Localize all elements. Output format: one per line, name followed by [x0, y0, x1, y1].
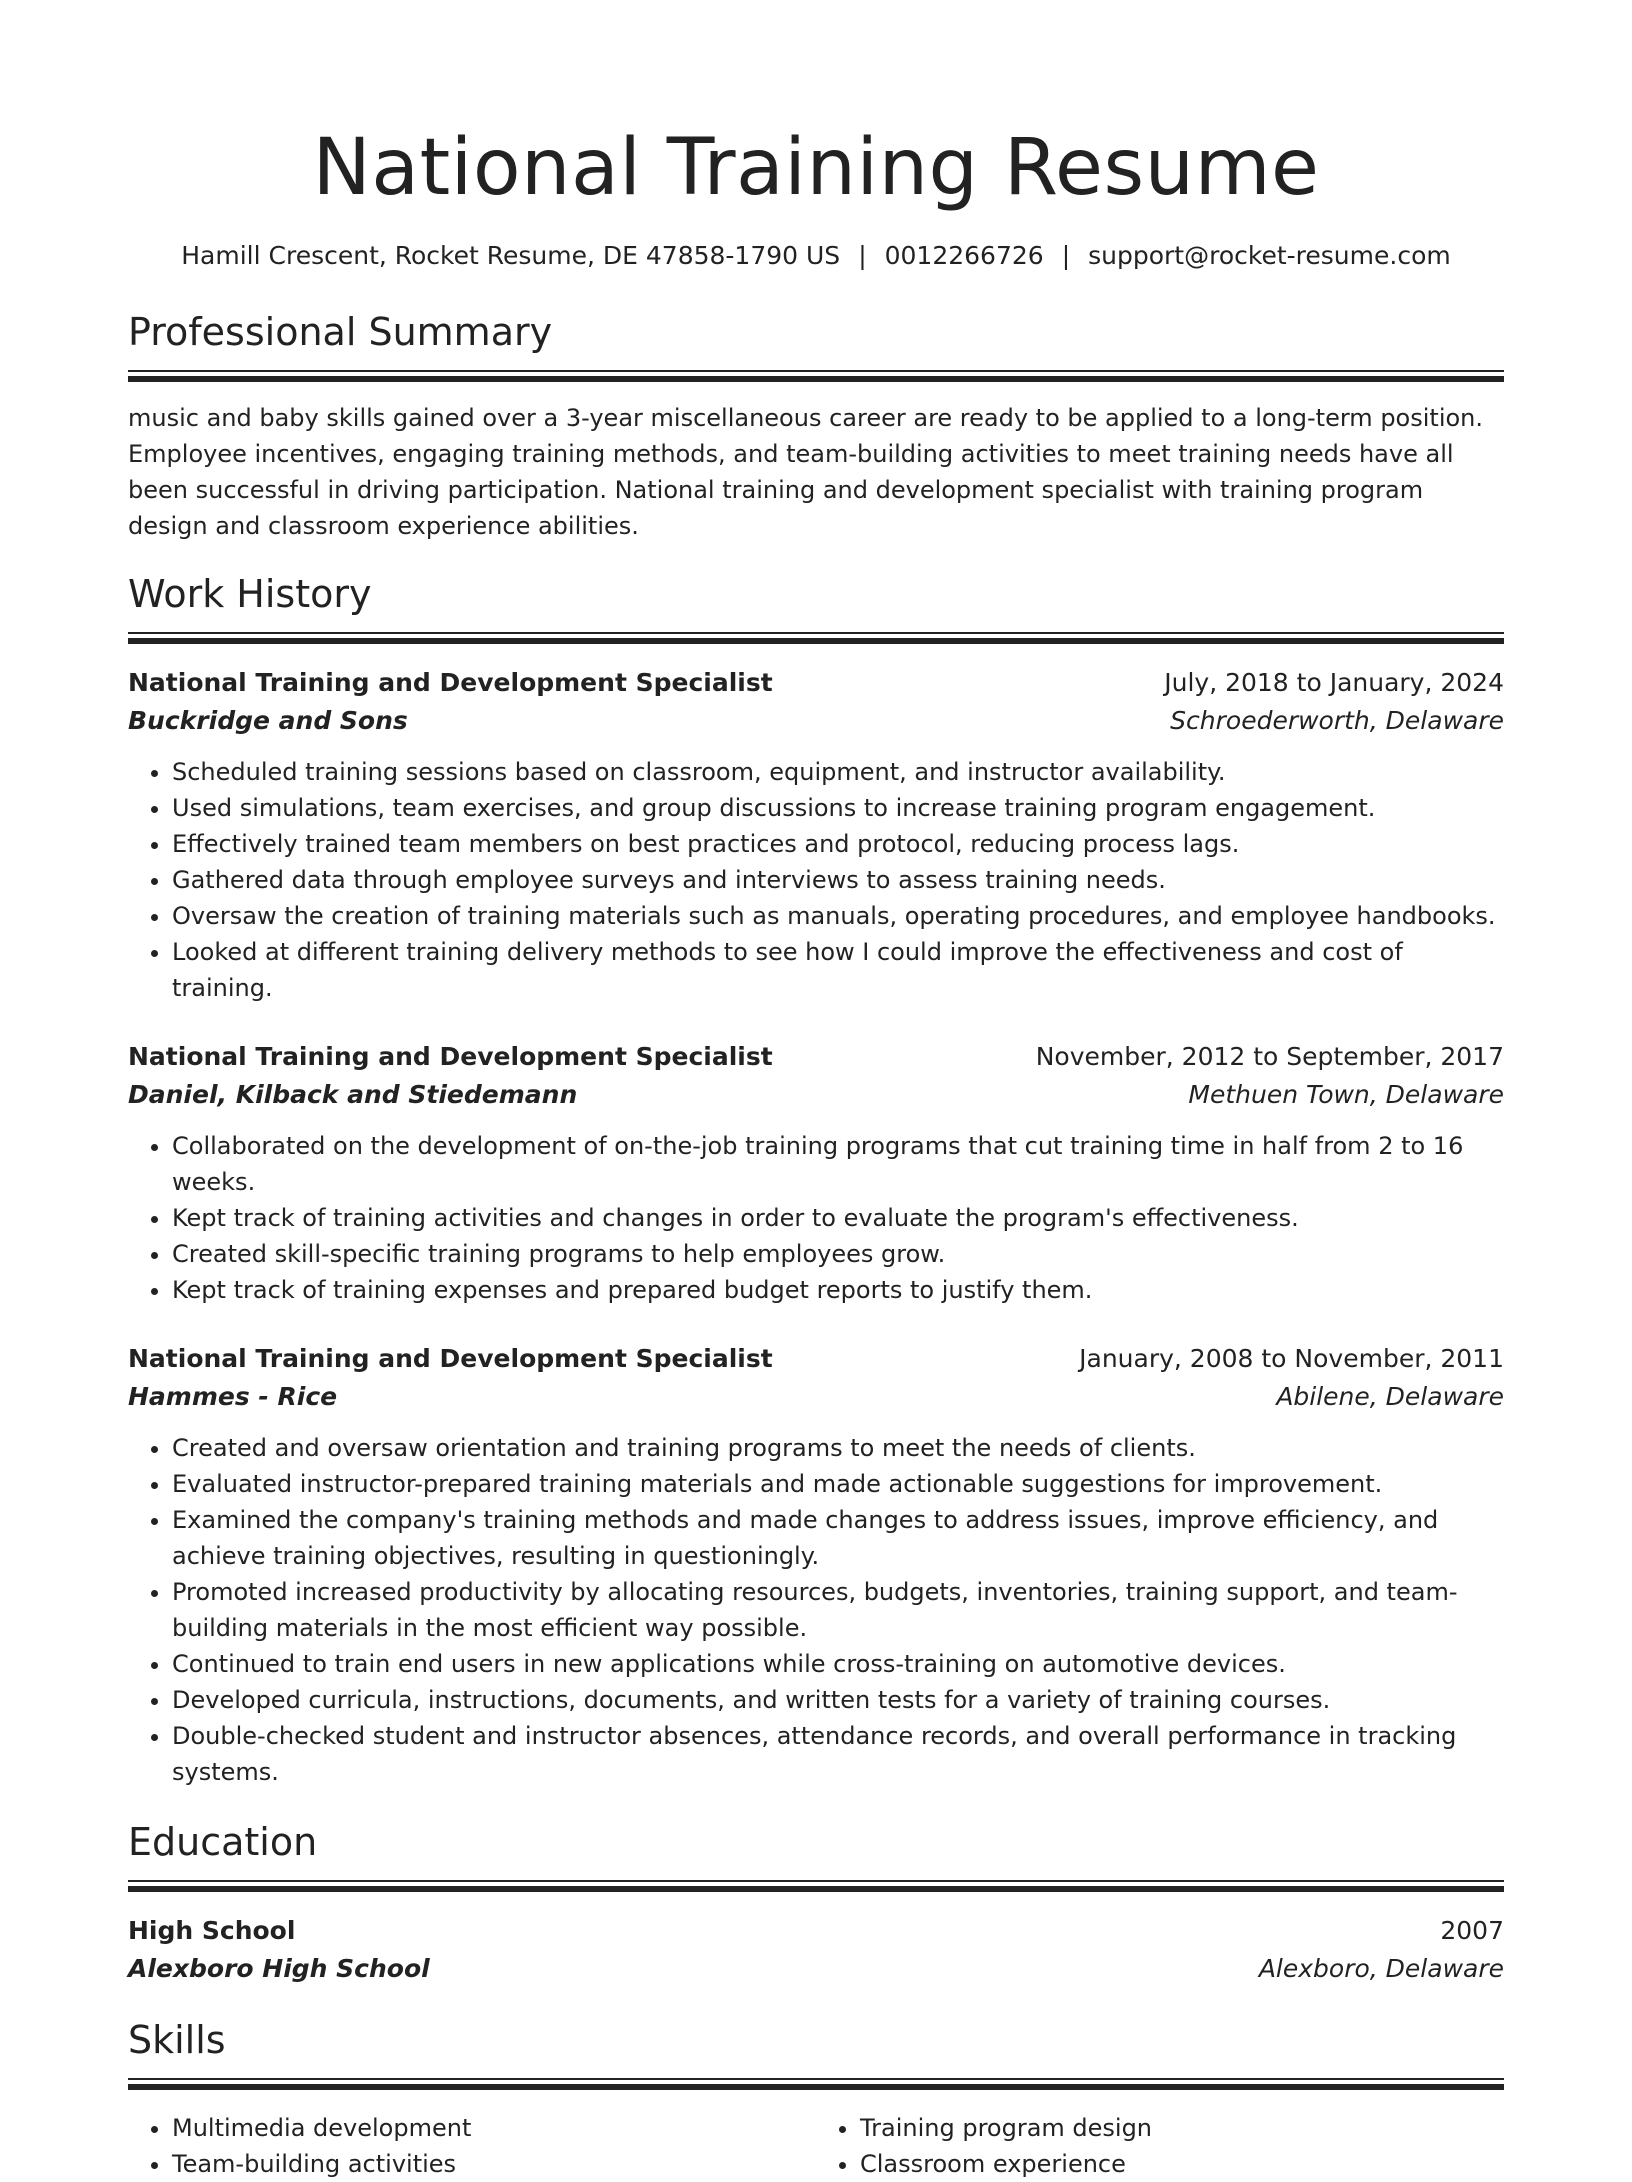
- education-section: [128, 1818, 1504, 1988]
- list-item: • Classroom experience: [860, 2146, 1504, 2182]
- job-entry: [128, 1038, 1504, 1308]
- list-item: • Kept track of training expenses and prepared budget reports to justify them.: [172, 1272, 1504, 1308]
- list-item: • Double-checked student and instructor absences, attendance records, and overall performance in tracking systems.: [172, 1718, 1504, 1790]
- section-divider: [128, 1880, 1504, 1900]
- job-entry: [128, 1340, 1504, 1790]
- job-title: National Training and Development Specialist: [128, 668, 773, 697]
- job-entry: [128, 664, 1504, 1006]
- section-divider: [128, 370, 1504, 390]
- job-company-row: [128, 1076, 1504, 1114]
- job-dates: November, 2012 to September, 2017: [1035, 1042, 1504, 1071]
- job-bullets: [128, 1430, 1504, 1790]
- section-title-skills: Skills: [128, 2018, 226, 2062]
- list-item: • Effectively trained team members on best practices and protocol, reducing process lags.: [172, 826, 1504, 862]
- job-company-row: [128, 702, 1504, 740]
- list-item: • Training program design: [860, 2110, 1504, 2146]
- job-company: Hammes - Rice: [128, 1382, 338, 1411]
- job-dates: July, 2018 to January, 2024: [1164, 668, 1504, 697]
- education-year: 2007: [1440, 1916, 1504, 1945]
- job-location: Methuen Town, Delaware: [1188, 1080, 1504, 1109]
- skills-column-right: [816, 2110, 1504, 2182]
- section-divider: [128, 2078, 1504, 2098]
- education-degree: High School: [128, 1916, 296, 1945]
- job-company: Buckridge and Sons: [128, 706, 408, 735]
- skills-section: [128, 2016, 1504, 2182]
- list-item: • Evaluated instructor-prepared training materials and made actionable suggestions for improvement.: [172, 1466, 1504, 1502]
- education-entry: [128, 1912, 1504, 1988]
- list-item: • Team-building activities: [172, 2146, 816, 2182]
- list-item: • Kept track of training activities and changes in order to evaluate the program's effectiveness.: [172, 1200, 1504, 1236]
- work-history-section: [128, 570, 1504, 1790]
- list-item: • Promoted increased productivity by allocating resources, budgets, inventories, training support, and team-building materials in the most efficient way possible.: [172, 1574, 1504, 1646]
- list-item: • Looked at different training delivery methods to see how I could improve the effectiveness and cost of training.: [172, 934, 1504, 1006]
- section-title-education: Education: [128, 1820, 318, 1864]
- job-dates: January, 2008 to November, 2011: [1079, 1344, 1504, 1373]
- job-header-row: [128, 664, 1504, 702]
- education-school: Alexboro High School: [128, 1954, 430, 1983]
- skills-list: [128, 2110, 1504, 2182]
- list-item: • Created and oversaw orientation and training programs to meet the needs of clients.: [172, 1430, 1504, 1466]
- list-item: • Oversaw the creation of training materials such as manuals, operating procedures, and employee handbooks.: [172, 898, 1504, 934]
- summary-text: music and baby skills gained over a 3-year miscellaneous career are ready to be applied to a long-term position. Employee incentives, engaging training methods, and team-building activities to meet training needs have all been successful in driving participation. National training and development specialist with training program design and classroom experience abilities.: [128, 404, 1484, 540]
- job-header-row: [128, 1038, 1504, 1076]
- job-bullets: [128, 1128, 1504, 1308]
- list-item: • Scheduled training sessions based on classroom, equipment, and instructor availability.: [172, 754, 1504, 790]
- list-item: • Used simulations, team exercises, and group discussions to increase training program engagement.: [172, 790, 1504, 826]
- section-divider: [128, 632, 1504, 652]
- list-item: • Gathered data through employee surveys and interviews to assess training needs.: [172, 862, 1504, 898]
- list-item: • Created skill-specific training programs to help employees grow.: [172, 1236, 1504, 1272]
- job-location: Schroederworth, Delaware: [1170, 706, 1504, 735]
- job-company-row: [128, 1378, 1504, 1416]
- list-item: • Examined the company's training methods and made changes to address issues, improve efficiency, and achieve training objectives, resulting in questioningly.: [172, 1502, 1504, 1574]
- contact-separator: |: [858, 241, 867, 270]
- education-header-row: [128, 1912, 1504, 1950]
- contact-phone: 0012266726: [884, 241, 1044, 270]
- list-item: • Developed curricula, instructions, documents, and written tests for a variety of training courses.: [172, 1682, 1504, 1718]
- contact-address: Hamill Crescent, Rocket Resume, DE 47858-1790 US: [181, 241, 841, 270]
- job-location: Abilene, Delaware: [1276, 1382, 1504, 1411]
- job-title: National Training and Development Specialist: [128, 1042, 773, 1071]
- resume-title: National Training Resume: [312, 123, 1320, 213]
- job-title: National Training and Development Specialist: [128, 1344, 773, 1373]
- skills-column-left: [128, 2110, 816, 2182]
- summary-section: [128, 308, 1504, 544]
- education-location: Alexboro, Delaware: [1258, 1954, 1504, 1983]
- job-header-row: [128, 1340, 1504, 1378]
- education-school-row: [128, 1950, 1504, 1988]
- job-company: Daniel, Kilback and Stiedemann: [128, 1080, 578, 1109]
- section-title-work-history: Work History: [128, 572, 372, 616]
- contact-line: [128, 240, 1504, 272]
- job-bullets: [128, 754, 1504, 1006]
- section-title-summary: Professional Summary: [128, 310, 553, 354]
- list-item: • Multimedia development: [172, 2110, 816, 2146]
- contact-email: support@rocket-resume.com: [1088, 241, 1451, 270]
- list-item: • Collaborated on the development of on-the-job training programs that cut training time in half from 2 to 16 weeks.: [172, 1128, 1504, 1200]
- contact-separator: |: [1061, 241, 1071, 270]
- list-item: • Continued to train end users in new applications while cross-training on automotive devices.: [172, 1646, 1504, 1682]
